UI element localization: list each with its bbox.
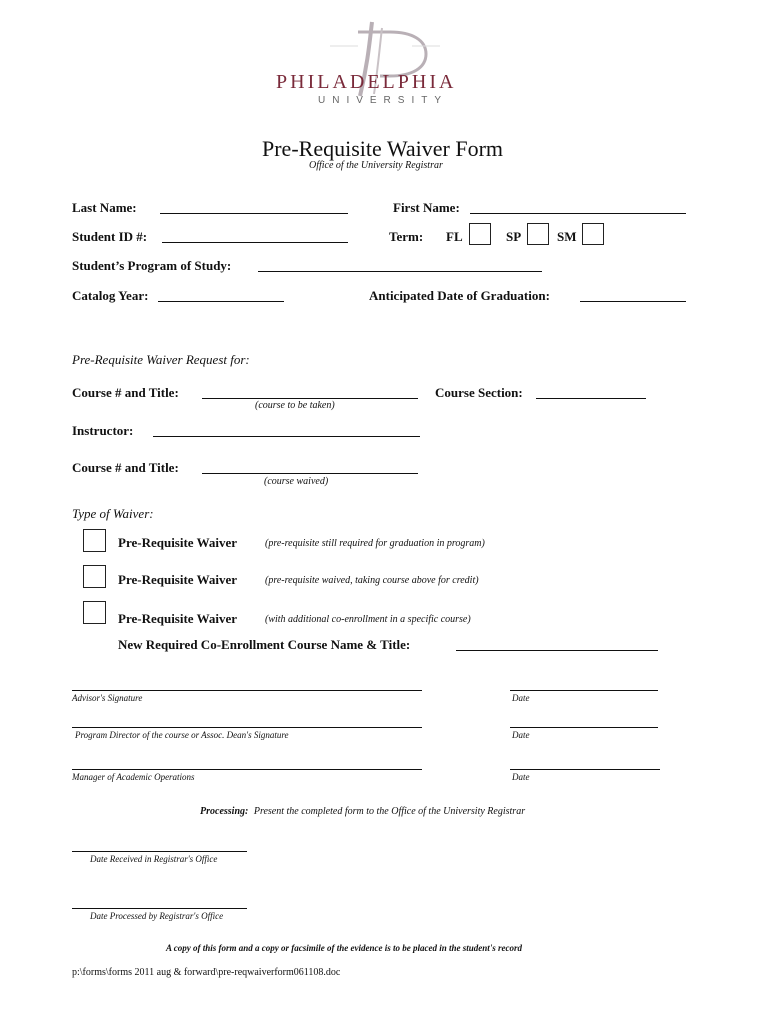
logo-subtitle: UNIVERSITY — [318, 95, 449, 106]
manager-signature-field[interactable] — [72, 769, 422, 770]
advisor-date-label: Date — [512, 693, 530, 703]
date-received-field[interactable] — [72, 851, 247, 852]
student-id-label: Student ID #: — [72, 229, 148, 244]
student-id-field[interactable] — [162, 242, 348, 243]
waiver-option-2-note: (pre-requisite waived, taking course above for credit) — [265, 575, 479, 586]
request-heading: Pre-Requisite Waiver Request for: — [72, 352, 250, 367]
logo-wordmark: PHILADELPHIA — [276, 71, 457, 93]
course-taken-field[interactable] — [202, 398, 418, 399]
coenrollment-field[interactable] — [456, 650, 658, 651]
course-waived-label: Course # and Title: — [72, 460, 179, 475]
last-name-field[interactable] — [160, 213, 348, 214]
instructor-label: Instructor: — [72, 423, 134, 438]
course-waived-note: (course waived) — [264, 476, 329, 487]
advisor-signature-field[interactable] — [72, 690, 422, 691]
course-section-label: Course Section: — [435, 385, 523, 400]
record-note: A copy of this form and a copy or facsimile of the evidence is to be placed in the student's record — [166, 943, 522, 953]
processing-text: Present the completed form to the Office of the University Registrar — [253, 806, 526, 817]
manager-signature-label: Manager of Academic Operations — [72, 772, 195, 782]
course-waived-field[interactable] — [202, 473, 418, 474]
processing-note — [200, 806, 525, 817]
program-label: Student’s Program of Study: — [72, 258, 232, 273]
advisor-date-field[interactable] — [510, 690, 658, 691]
course-taken-note: (course to be taken) — [255, 400, 335, 411]
date-received-label: Date Received in Registrar's Office — [90, 854, 218, 864]
first-name-label: First Name: — [393, 200, 460, 215]
course-section-field[interactable] — [536, 398, 646, 399]
term-option-sp-label: SP — [506, 229, 522, 244]
director-signature-label: Program Director of the course or Assoc. Dean's Signature — [75, 730, 289, 740]
waiver-type-heading: Type of Waiver: — [72, 506, 154, 521]
term-sm-checkbox[interactable] — [582, 223, 604, 245]
waiver-option-1-label: Pre-Requisite Waiver — [118, 535, 238, 550]
program-field[interactable] — [258, 271, 542, 272]
term-fl-checkbox[interactable] — [469, 223, 491, 245]
course-taken-label: Course # and Title: — [72, 385, 179, 400]
advisor-signature-label: Advisor's Signature — [72, 693, 143, 703]
waiver-option-3-checkbox[interactable] — [83, 601, 106, 624]
term-label: Term: — [389, 229, 424, 244]
coenrollment-label: New Required Co-Enrollment Course Name & Title: — [118, 637, 411, 652]
term-sp-checkbox[interactable] — [527, 223, 549, 245]
waiver-option-1-checkbox[interactable] — [83, 529, 106, 552]
instructor-field[interactable] — [153, 436, 420, 437]
processing-label: Processing: — [200, 806, 249, 817]
waiver-option-3-label: Pre-Requisite Waiver — [118, 611, 238, 626]
catalog-year-label: Catalog Year: — [72, 288, 149, 303]
graduation-date-label: Anticipated Date of Graduation: — [369, 288, 550, 303]
waiver-option-2-checkbox[interactable] — [83, 565, 106, 588]
date-processed-label: Date Processed by Registrar's Office — [90, 911, 224, 921]
manager-date-field[interactable] — [510, 769, 660, 770]
director-signature-field[interactable] — [72, 727, 422, 728]
first-name-field[interactable] — [470, 213, 686, 214]
waiver-option-1-note: (pre-requisite still required for graduation in program) — [265, 538, 485, 549]
graduation-date-field[interactable] — [580, 301, 686, 302]
form-subtitle: Office of the University Registrar — [309, 160, 443, 171]
waiver-option-2-label: Pre-Requisite Waiver — [118, 572, 238, 587]
file-path: p:\forms\forms 2011 aug & forward\pre-reqwaiverform061108.doc — [72, 967, 341, 978]
catalog-year-field[interactable] — [158, 301, 284, 302]
director-date-field[interactable] — [510, 727, 658, 728]
term-option-sm-label: SM — [557, 229, 577, 244]
waiver-option-3-note: (with additional co-enrollment in a specific course) — [265, 614, 471, 625]
last-name-label: Last Name: — [72, 200, 137, 215]
date-processed-field[interactable] — [72, 908, 247, 909]
manager-date-label: Date — [512, 772, 530, 782]
form-title: Pre-Requisite Waiver Form — [262, 136, 504, 161]
term-option-fl-label: FL — [446, 229, 463, 244]
director-date-label: Date — [512, 730, 530, 740]
